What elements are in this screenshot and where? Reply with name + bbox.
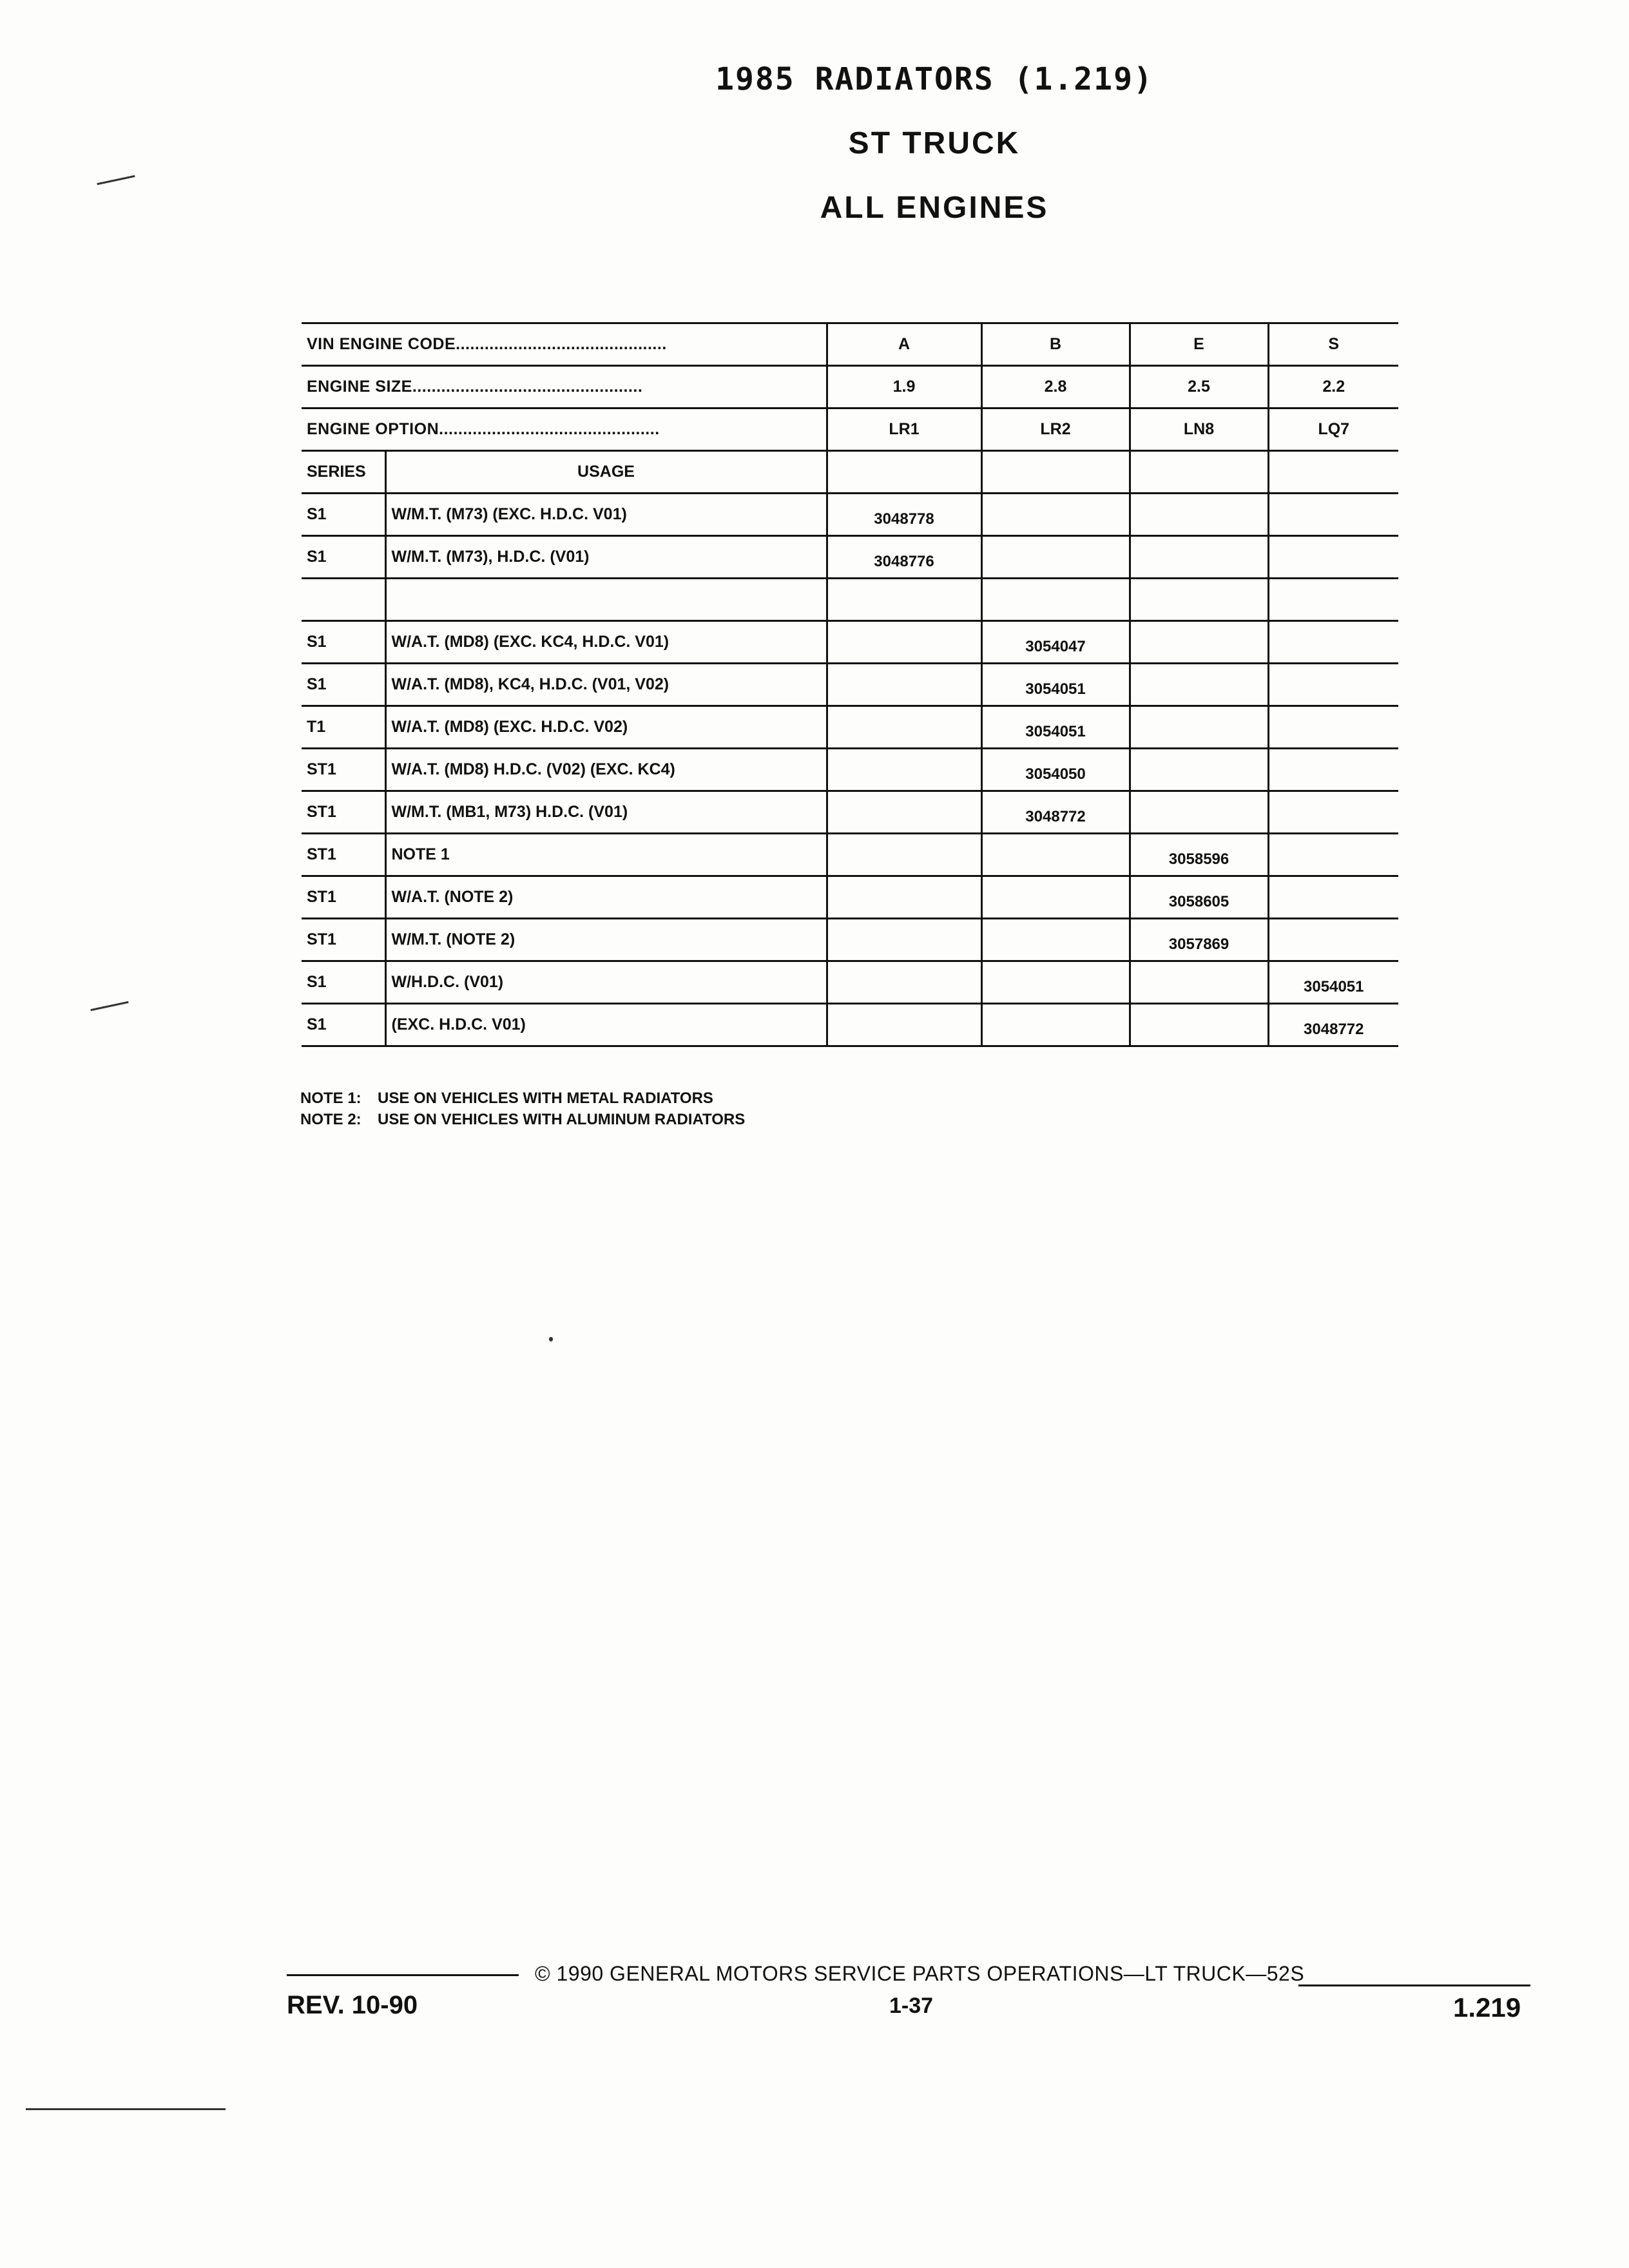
engine-option-a: LR1 bbox=[827, 408, 981, 451]
series-cell: S1 bbox=[302, 961, 385, 1004]
blank-header-cell bbox=[1130, 451, 1268, 494]
page-engines: ALL ENGINES bbox=[820, 191, 1049, 225]
blank-header-cell bbox=[1268, 451, 1398, 494]
table-row bbox=[302, 876, 1398, 919]
part-number-s bbox=[1268, 706, 1398, 749]
usage-cell: W/A.T. (MD8) H.D.C. (V02) (EXC. KC4) bbox=[385, 749, 827, 791]
page-title: 1985 RADIATORS (1.219) bbox=[715, 61, 1153, 97]
engine-option-row bbox=[302, 408, 1398, 451]
usage-cell: W/A.T. (MD8) (EXC. KC4, H.D.C. V01) bbox=[385, 621, 827, 664]
part-number-a bbox=[827, 919, 981, 961]
note-2 bbox=[300, 1109, 745, 1130]
scan-mark bbox=[26, 2108, 226, 2110]
engine-size-e: 2.5 bbox=[1130, 366, 1268, 408]
series-cell: T1 bbox=[302, 706, 385, 749]
series-cell: S1 bbox=[302, 536, 385, 579]
usage-cell: W/A.T. (MD8) (EXC. H.D.C. V02) bbox=[385, 706, 827, 749]
usage-cell: W/M.T. (M73) (EXC. H.D.C. V01) bbox=[385, 494, 827, 536]
engine-size-label: ENGINE SIZE................................................ bbox=[302, 366, 827, 408]
part-number-e: 3058596 bbox=[1130, 834, 1268, 876]
table-row bbox=[302, 919, 1398, 961]
usage-cell: NOTE 1 bbox=[385, 834, 827, 876]
part-number-a bbox=[827, 579, 981, 621]
scan-mark bbox=[97, 175, 135, 185]
engine-option-label: ENGINE OPTION.............................................. bbox=[302, 408, 827, 451]
note-label: NOTE 2: bbox=[300, 1111, 361, 1128]
part-number-b bbox=[981, 494, 1130, 536]
part-number-b bbox=[981, 876, 1130, 919]
usage-cell: W/M.T. (M73), H.D.C. (V01) bbox=[385, 536, 827, 579]
footer-rule-right bbox=[1298, 1984, 1530, 1986]
part-number-b: 3054050 bbox=[981, 749, 1130, 791]
table-row bbox=[302, 706, 1398, 749]
part-number-s bbox=[1268, 621, 1398, 664]
engine-option-s: LQ7 bbox=[1268, 408, 1398, 451]
footer-rule-left bbox=[287, 1974, 519, 1976]
engine-size-b: 2.8 bbox=[981, 366, 1130, 408]
copyright-text: © 1990 GENERAL MOTORS SERVICE PARTS OPERATIONS—LT TRUCK—52S bbox=[535, 1962, 1305, 1985]
note-text: USE ON VEHICLES WITH METAL RADIATORS bbox=[378, 1090, 713, 1107]
note-label: NOTE 1: bbox=[300, 1090, 361, 1107]
note-1 bbox=[300, 1088, 745, 1109]
part-number-a bbox=[827, 1004, 981, 1046]
notes-block bbox=[300, 1088, 745, 1130]
table-row bbox=[302, 579, 1398, 621]
part-number-e bbox=[1130, 494, 1268, 536]
part-number-e bbox=[1130, 1004, 1268, 1046]
part-number-e bbox=[1130, 536, 1268, 579]
part-number-a bbox=[827, 664, 981, 706]
part-number-s bbox=[1268, 919, 1398, 961]
part-number-b: 3048772 bbox=[981, 791, 1130, 834]
usage-cell: W/A.T. (MD8), KC4, H.D.C. (V01, V02) bbox=[385, 664, 827, 706]
part-number-s: 3054051 bbox=[1268, 961, 1398, 1004]
part-number-b bbox=[981, 834, 1130, 876]
series-cell: ST1 bbox=[302, 834, 385, 876]
radiator-table bbox=[302, 322, 1398, 1047]
part-number-s bbox=[1268, 791, 1398, 834]
engine-option-b: LR2 bbox=[981, 408, 1130, 451]
part-number-b bbox=[981, 919, 1130, 961]
part-number-b bbox=[981, 536, 1130, 579]
part-number-e bbox=[1130, 791, 1268, 834]
part-number-a bbox=[827, 961, 981, 1004]
engine-size-a: 1.9 bbox=[827, 366, 981, 408]
vin-code-label: VIN ENGINE CODE............................................ bbox=[302, 323, 827, 366]
usage-cell: W/A.T. (NOTE 2) bbox=[385, 876, 827, 919]
part-number-e bbox=[1130, 579, 1268, 621]
part-number-b: 3054047 bbox=[981, 621, 1130, 664]
table-row bbox=[302, 834, 1398, 876]
part-number-e bbox=[1130, 706, 1268, 749]
series-cell: S1 bbox=[302, 1004, 385, 1046]
part-number-a bbox=[827, 876, 981, 919]
part-number-e: 3057869 bbox=[1130, 919, 1268, 961]
usage-cell: W/H.D.C. (V01) bbox=[385, 961, 827, 1004]
engine-size-row bbox=[302, 366, 1398, 408]
usage-cell: W/M.T. (NOTE 2) bbox=[385, 919, 827, 961]
part-number-a: 3048778 bbox=[827, 494, 981, 536]
section-number: 1.219 bbox=[1453, 1992, 1521, 2023]
part-number-b: 3054051 bbox=[981, 706, 1130, 749]
page-footer bbox=[0, 1952, 1629, 2049]
part-number-e bbox=[1130, 749, 1268, 791]
part-number-a bbox=[827, 791, 981, 834]
part-number-e: 3058605 bbox=[1130, 876, 1268, 919]
part-number-b bbox=[981, 579, 1130, 621]
part-number-s bbox=[1268, 536, 1398, 579]
series-cell: ST1 bbox=[302, 876, 385, 919]
part-number-a: 3048776 bbox=[827, 536, 981, 579]
table-row bbox=[302, 961, 1398, 1004]
series-cell: ST1 bbox=[302, 749, 385, 791]
revision-label: REV. 10-90 bbox=[287, 1991, 418, 2019]
table-row bbox=[302, 494, 1398, 536]
part-number-a bbox=[827, 749, 981, 791]
engine-option-e: LN8 bbox=[1130, 408, 1268, 451]
part-number-s bbox=[1268, 834, 1398, 876]
usage-cell bbox=[385, 579, 827, 621]
part-number-b: 3054051 bbox=[981, 664, 1130, 706]
part-number-s: 3048772 bbox=[1268, 1004, 1398, 1046]
vin-code-s: S bbox=[1268, 323, 1398, 366]
scan-mark bbox=[90, 1001, 128, 1011]
series-cell: ST1 bbox=[302, 791, 385, 834]
blank-header-cell bbox=[827, 451, 981, 494]
part-number-b bbox=[981, 1004, 1130, 1046]
series-cell: S1 bbox=[302, 664, 385, 706]
page-number: 1-37 bbox=[889, 1994, 934, 2018]
usage-header: USAGE bbox=[385, 451, 827, 494]
part-number-s bbox=[1268, 494, 1398, 536]
part-number-e bbox=[1130, 664, 1268, 706]
series-cell: S1 bbox=[302, 494, 385, 536]
part-number-a bbox=[827, 706, 981, 749]
part-number-b bbox=[981, 961, 1130, 1004]
table-row bbox=[302, 621, 1398, 664]
note-text: USE ON VEHICLES WITH ALUMINUM RADIATORS bbox=[378, 1111, 746, 1128]
usage-cell: (EXC. H.D.C. V01) bbox=[385, 1004, 827, 1046]
table-row bbox=[302, 749, 1398, 791]
vin-code-b: B bbox=[981, 323, 1130, 366]
engine-size-s: 2.2 bbox=[1268, 366, 1398, 408]
vin-code-row bbox=[302, 323, 1398, 366]
part-number-e bbox=[1130, 961, 1268, 1004]
part-number-s bbox=[1268, 876, 1398, 919]
table-row bbox=[302, 664, 1398, 706]
usage-cell: W/M.T. (MB1, M73) H.D.C. (V01) bbox=[385, 791, 827, 834]
part-number-s bbox=[1268, 579, 1398, 621]
part-number-a bbox=[827, 621, 981, 664]
scan-mark bbox=[549, 1337, 553, 1341]
vin-code-e: E bbox=[1130, 323, 1268, 366]
series-cell: ST1 bbox=[302, 919, 385, 961]
part-number-e bbox=[1130, 621, 1268, 664]
part-number-s bbox=[1268, 664, 1398, 706]
part-number-s bbox=[1268, 749, 1398, 791]
table-row bbox=[302, 791, 1398, 834]
table-row bbox=[302, 536, 1398, 579]
series-header: SERIES bbox=[302, 451, 385, 494]
blank-header-cell bbox=[981, 451, 1130, 494]
part-number-a bbox=[827, 834, 981, 876]
page-subtitle: ST TRUCK bbox=[848, 126, 1021, 160]
series-cell: S1 bbox=[302, 621, 385, 664]
table-row bbox=[302, 1004, 1398, 1046]
series-cell bbox=[302, 579, 385, 621]
column-header-row bbox=[302, 451, 1398, 494]
vin-code-a: A bbox=[827, 323, 981, 366]
